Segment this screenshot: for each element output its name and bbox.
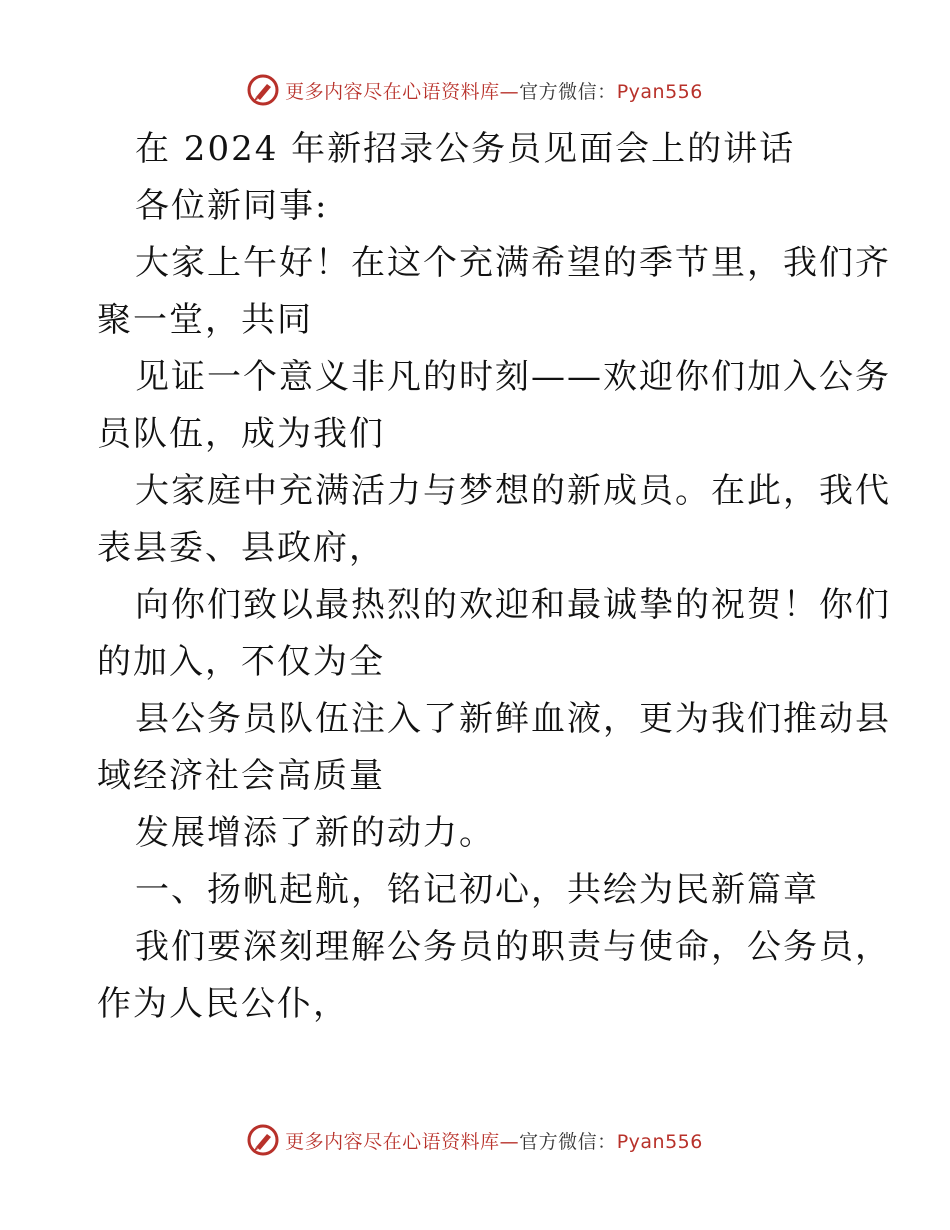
footer-wechat-id: Pyan556 — [616, 1130, 703, 1153]
header-banner-title: 更多内容尽在心语资料库 — [285, 80, 500, 103]
footer-banner — [0, 1120, 950, 1160]
body-line: 大家庭中充满活力与梦想的新成员。在此，我代 — [135, 471, 891, 511]
body-line: 的加入，不仅为全 — [97, 642, 385, 682]
body-line: 聚一堂，共同 — [97, 300, 313, 340]
header-banner-dash: — — [499, 80, 520, 103]
body-line: 县公务员队伍注入了新鲜血液，更为我们推动县 — [135, 699, 891, 739]
header-banner-text — [285, 77, 703, 104]
section-heading: 一、扬帆起航，铭记初心，共绘为民新篇章 — [135, 870, 819, 910]
footer-banner-text — [285, 1127, 703, 1154]
pen-logo-icon — [247, 74, 279, 106]
footer-wechat-label: 官方微信： — [519, 1130, 617, 1153]
body-line: 域经济社会高质量 — [97, 756, 385, 796]
footer-banner-title: 更多内容尽在心语资料库 — [285, 1130, 500, 1153]
body-line: 我们要深刻理解公务员的职责与使命，公务员， — [135, 927, 891, 967]
body-line: 见证一个意义非凡的时刻——欢迎你们加入公务 — [135, 357, 891, 397]
body-line: 员队伍，成为我们 — [97, 414, 385, 454]
salutation: 各位新同事: — [135, 186, 329, 226]
footer-banner-dash: — — [499, 1130, 520, 1153]
header-wechat-id: Pyan556 — [616, 80, 703, 103]
document-title: 在 2024 年新招录公务员见面会上的讲话 — [135, 129, 796, 169]
body-line: 大家上午好！在这个充满希望的季节里，我们齐 — [135, 243, 891, 283]
body-line: 发展增添了新的动力。 — [135, 813, 495, 853]
document-body — [97, 121, 891, 1033]
header-banner — [0, 70, 950, 110]
header-wechat-label: 官方微信： — [519, 80, 617, 103]
body-line: 表县委、县政府， — [97, 528, 385, 568]
body-line: 向你们致以最热烈的欢迎和最诚挚的祝贺！你们 — [135, 585, 891, 625]
body-line: 作为人民公仆， — [97, 984, 349, 1024]
pen-logo-icon — [247, 1124, 279, 1156]
